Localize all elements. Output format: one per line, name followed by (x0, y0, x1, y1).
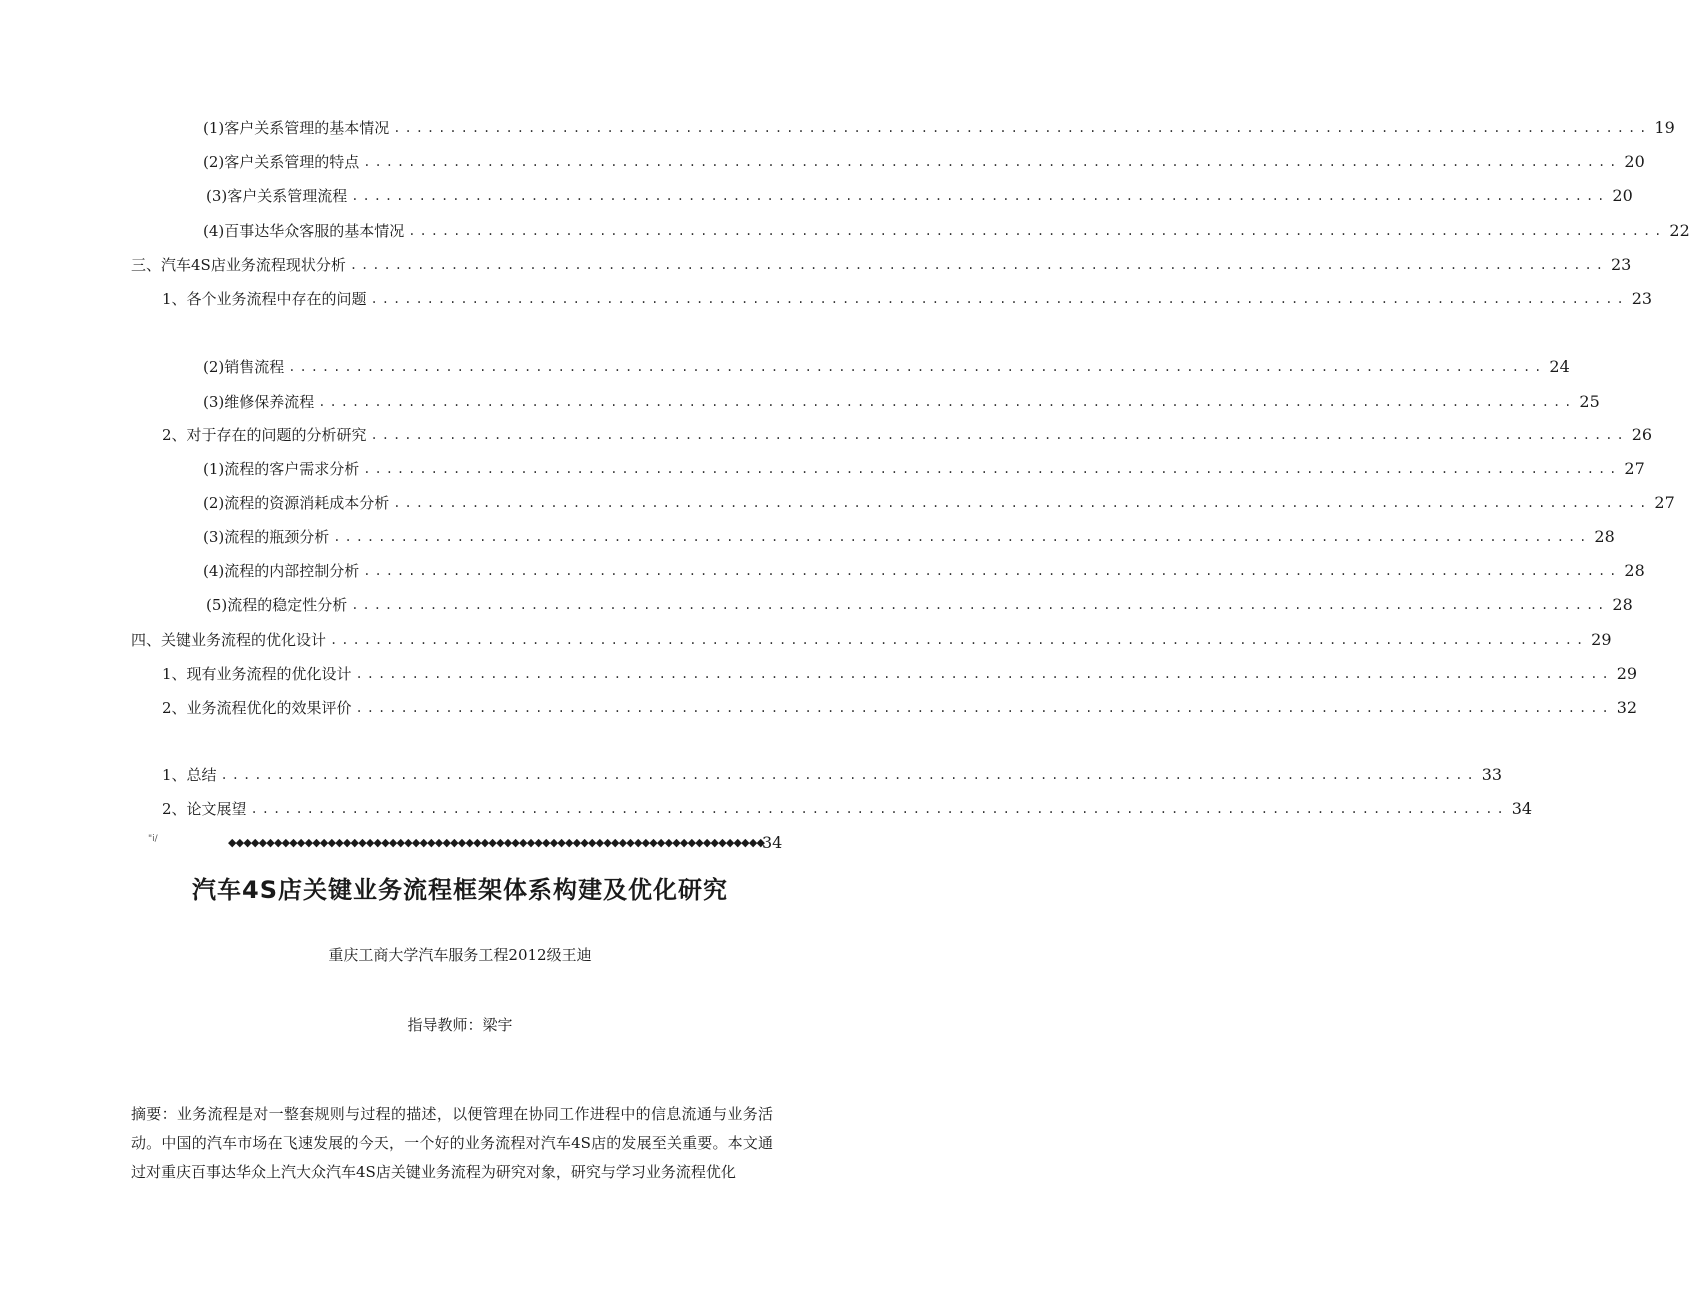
toc-entry-label: (3)流程的瓶颈分析 (203, 528, 330, 546)
toc-entry[interactable] (162, 696, 1638, 720)
toc-entry-label: 2、论文展望 (162, 800, 247, 818)
toc-entry[interactable] (203, 355, 1570, 379)
toc-leader-dots: ................................................................................................................ (250, 802, 1508, 816)
toc-entry-page: 23 (1631, 289, 1653, 308)
toc-entry-label: (3)客户关系管理流程 (206, 187, 348, 205)
toc-leader-dots: ................................................................................................................ (363, 462, 1621, 476)
toc-entry-page: 26 (1631, 425, 1653, 444)
toc-entry[interactable] (162, 763, 1503, 787)
toc-entry-page: 20 (1612, 186, 1633, 205)
author-line: 重庆工商大学汽车服务工程2012级王迪 (328, 946, 592, 964)
toc-entry-page: 33 (1481, 765, 1503, 784)
toc-entry-label: 2、对于存在的问题的分析研究 (162, 426, 367, 444)
toc-entry[interactable] (203, 116, 1675, 140)
toc-entry[interactable] (203, 525, 1615, 549)
toc-entry[interactable] (203, 390, 1600, 414)
toc-entry-page: 28 (1594, 527, 1615, 546)
toc-entry-label: (2)流程的资源消耗成本分析 (203, 494, 390, 512)
toc-garbled-entry (0, 832, 920, 854)
toc-entry-page: 19 (1654, 118, 1675, 137)
toc-leader-dots: ................................................................................................................ (351, 598, 1609, 612)
toc-leader-dots: ................................................................................................................ (318, 395, 1576, 409)
toc-entry[interactable] (203, 457, 1645, 481)
toc-entry[interactable] (206, 593, 1633, 617)
toc-entry-page: 20 (1624, 152, 1645, 171)
diamond-leader: ◆◆◆◆◆◆◆◆◆◆◆◆◆◆◆◆◆◆◆◆◆◆◆◆◆◆◆◆◆◆◆◆◆◆◆◆◆◆◆◆◆◆◆◆◆◆◆◆◆◆◆◆◆◆◆◆◆◆◆◆◆◆◆◆◆◆◆◆◆◆ (228, 836, 765, 849)
toc-leader-dots: ................................................................................................................ (363, 155, 1621, 169)
toc-entry[interactable] (162, 287, 1653, 311)
toc-leader-dots: ................................................................................................................ (351, 189, 1609, 203)
toc-entry-page: 23 (1610, 255, 1632, 274)
toc-entry-label: (3)维修保养流程 (203, 393, 315, 411)
toc-entry-page: 29 (1591, 630, 1612, 649)
toc-entry[interactable] (162, 797, 1533, 821)
toc-entry-page: 32 (1616, 698, 1638, 717)
toc-entry-label: (2)客户关系管理的特点 (203, 153, 360, 171)
toc-entry[interactable] (203, 559, 1645, 583)
toc-garbled-page: 34 (762, 833, 783, 852)
toc-entry-label: (2)销售流程 (203, 358, 285, 376)
paper-title: 汽车4S店关键业务流程框架体系构建及优化研究 (192, 876, 728, 904)
toc-entry-page: 28 (1624, 561, 1645, 580)
advisor-line: 指导教师：梁宇 (407, 1016, 513, 1034)
toc-leader-dots: ................................................................................................................ (393, 496, 1651, 510)
toc-leader-dots: ................................................................................................................ (288, 360, 1546, 374)
toc-entry-page: 29 (1616, 664, 1638, 683)
toc-entry[interactable] (206, 184, 1633, 208)
toc-leader-dots: ................................................................................................................ (363, 564, 1621, 578)
toc-leader-dots: ................................................................................................................ (333, 530, 1591, 544)
toc-entry[interactable] (131, 253, 1632, 277)
toc-entry[interactable] (203, 491, 1675, 515)
toc-entry-label: 四、关键业务流程的优化设计 (131, 631, 327, 649)
toc-entry-page: 34 (1511, 799, 1533, 818)
toc-entry-label: 1、总结 (162, 766, 217, 784)
toc-entry[interactable] (203, 219, 1690, 243)
toc-entry-page: 25 (1579, 392, 1600, 411)
toc-entry-label: 2、业务流程优化的效果评价 (162, 699, 352, 717)
toc-entry-page: 28 (1612, 595, 1633, 614)
toc-leader-dots: ................................................................................................................ (408, 224, 1666, 238)
toc-leader-dots: ................................................................................................................ (355, 667, 1613, 681)
abstract-paragraph: 摘要：业务流程是对一整套规则与过程的描述，以便管理在协同工作进程中的信息流通与业务活动。中国的汽车市场在飞速发展的今天，一个好的业务流程对汽车4S店的发展至关重要。本文通过对重庆百事达华众上汽大众汽车4S店关键业务流程为研究对象，研究与学习业务流程优化 (131, 1105, 773, 1181)
toc-entry-label: (4)流程的内部控制分析 (203, 562, 360, 580)
toc-garbled-marker: "i/ (148, 834, 158, 844)
toc-leader-dots: ................................................................................................................ (220, 768, 1478, 782)
toc-entry[interactable] (162, 423, 1653, 447)
toc-leader-dots: ................................................................................................................ (370, 292, 1628, 306)
toc-entry-label: 1、现有业务流程的优化设计 (162, 665, 352, 683)
toc-entry-page: 27 (1654, 493, 1675, 512)
toc-entry[interactable] (162, 662, 1638, 686)
toc-entry[interactable] (131, 628, 1612, 652)
toc-leader-dots: ................................................................................................................ (355, 701, 1613, 715)
toc-entry-label: (5)流程的稳定性分析 (206, 596, 348, 614)
toc-entry-page: 22 (1669, 221, 1690, 240)
toc-entry-label: 三、汽车4S店业务流程现状分析 (131, 256, 346, 274)
toc-entry-label: 1、各个业务流程中存在的问题 (162, 290, 367, 308)
toc-entry-label: (1)流程的客户需求分析 (203, 460, 360, 478)
toc-leader-dots: ................................................................................................................ (370, 428, 1628, 442)
toc-entry-page: 27 (1624, 459, 1645, 478)
toc-leader-dots: ................................................................................................................ (349, 258, 1607, 272)
toc-entry-label: (4)百事达华众客服的基本情况 (203, 222, 405, 240)
toc-entry-label: (1)客户关系管理的基本情况 (203, 119, 390, 137)
toc-leader-dots: ................................................................................................................ (330, 633, 1588, 647)
toc-entry-page: 24 (1549, 357, 1570, 376)
toc-entry[interactable] (203, 150, 1645, 174)
toc-leader-dots: ................................................................................................................ (393, 121, 1651, 135)
